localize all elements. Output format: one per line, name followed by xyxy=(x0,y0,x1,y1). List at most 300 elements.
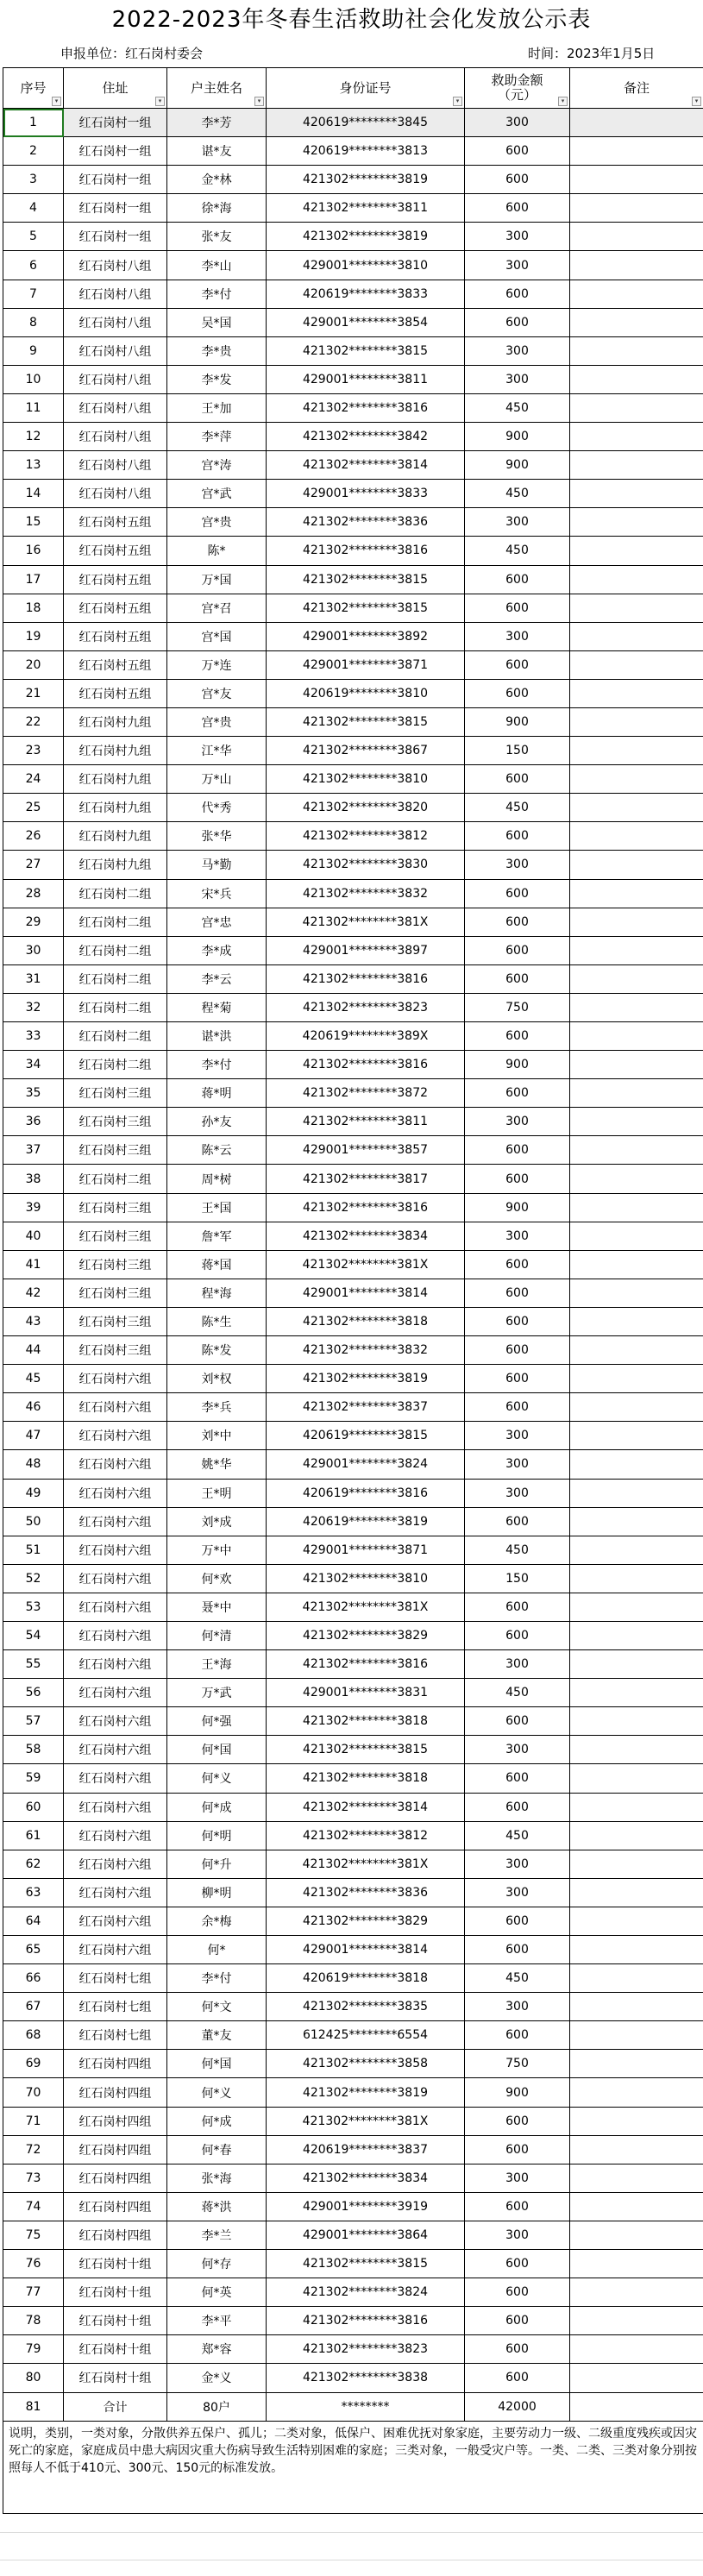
table-cell[interactable]: 李*云 xyxy=(167,964,267,993)
table-cell[interactable]: 68 xyxy=(3,2021,64,2050)
table-cell[interactable]: 450 xyxy=(465,480,570,508)
table-cell[interactable]: 何*强 xyxy=(167,1707,267,1736)
table-cell[interactable]: 421302********3819 xyxy=(267,2078,465,2107)
table-cell[interactable]: 421302********3834 xyxy=(267,2164,465,2192)
table-cell[interactable]: 29 xyxy=(3,908,64,936)
table-cell[interactable] xyxy=(570,109,703,137)
table-cell[interactable]: 万*连 xyxy=(167,650,267,679)
table-cell[interactable]: 王*国 xyxy=(167,1193,267,1222)
table-cell[interactable]: 300 xyxy=(465,1479,570,1507)
table-cell[interactable]: 600 xyxy=(465,565,570,594)
table-cell[interactable] xyxy=(570,280,703,308)
table-cell[interactable] xyxy=(570,2221,703,2249)
table-cell[interactable]: 红石岗村九组 xyxy=(64,794,167,822)
table-cell[interactable]: 万*武 xyxy=(167,1679,267,1707)
table-cell[interactable]: 红石岗村四组 xyxy=(64,2135,167,2164)
table-cell[interactable]: 300 xyxy=(465,508,570,537)
table-cell[interactable] xyxy=(570,1821,703,1850)
table-cell[interactable]: 421302********3836 xyxy=(267,1878,465,1907)
table-cell[interactable]: 6 xyxy=(3,251,64,280)
table-cell[interactable]: 红石岗村六组 xyxy=(64,1936,167,1964)
table-cell[interactable]: 红石岗村六组 xyxy=(64,1422,167,1450)
table-cell[interactable]: 600 xyxy=(465,1593,570,1621)
table-cell[interactable] xyxy=(570,1707,703,1736)
filter-dropdown-icon[interactable]: ▾ xyxy=(692,97,701,106)
table-cell[interactable]: 25 xyxy=(3,794,64,822)
table-cell[interactable]: 750 xyxy=(465,2050,570,2078)
table-cell[interactable]: 红石岗村六组 xyxy=(64,1393,167,1422)
table-cell[interactable]: 红石岗村六组 xyxy=(64,1564,167,1593)
table-cell[interactable]: 600 xyxy=(465,1707,570,1736)
filter-dropdown-icon[interactable]: ▾ xyxy=(453,97,462,106)
table-cell[interactable]: 红石岗村二组 xyxy=(64,1051,167,1079)
table-cell[interactable]: 31 xyxy=(3,964,64,993)
table-cell[interactable] xyxy=(570,1450,703,1479)
table-cell[interactable]: 421302********3818 xyxy=(267,1707,465,1736)
table-cell[interactable]: 450 xyxy=(465,1679,570,1707)
table-cell[interactable]: 宫*贵 xyxy=(167,508,267,537)
table-cell[interactable]: 421302********3872 xyxy=(267,1079,465,1108)
table-cell[interactable]: 150 xyxy=(465,1564,570,1593)
table-cell[interactable]: 600 xyxy=(465,822,570,851)
table-cell[interactable]: 万*山 xyxy=(167,765,267,794)
table-cell[interactable]: 58 xyxy=(3,1736,64,1764)
table-cell[interactable]: 600 xyxy=(465,1907,570,1935)
table-cell[interactable] xyxy=(570,594,703,622)
table-cell[interactable]: 何*国 xyxy=(167,2050,267,2078)
table-cell[interactable]: 红石岗村六组 xyxy=(64,1479,167,1507)
table-cell[interactable]: 450 xyxy=(465,1536,570,1564)
table-cell[interactable] xyxy=(570,936,703,964)
table-cell[interactable]: 52 xyxy=(3,1564,64,1593)
table-cell[interactable] xyxy=(570,2021,703,2050)
table-cell[interactable]: 150 xyxy=(465,737,570,765)
table-cell[interactable]: 63 xyxy=(3,1878,64,1907)
table-cell[interactable]: 421302********3815 xyxy=(267,707,465,736)
table-cell[interactable]: 39 xyxy=(3,1193,64,1222)
table-cell[interactable]: 何*成 xyxy=(167,1793,267,1821)
table-cell[interactable]: 421302********3819 xyxy=(267,1365,465,1393)
table-cell[interactable]: 65 xyxy=(3,1936,64,1964)
table-cell[interactable]: 红石岗村四组 xyxy=(64,2221,167,2249)
table-cell[interactable]: 421302********3816 xyxy=(267,1193,465,1222)
table-cell[interactable]: 49 xyxy=(3,1479,64,1507)
table-cell[interactable]: 79 xyxy=(3,2335,64,2364)
table-cell[interactable]: 万*中 xyxy=(167,1536,267,1564)
table-cell[interactable]: 77 xyxy=(3,2278,64,2307)
table-cell[interactable]: 421302********3838 xyxy=(267,2364,465,2392)
filter-dropdown-icon[interactable]: ▾ xyxy=(558,97,568,106)
table-cell[interactable]: 17 xyxy=(3,565,64,594)
table-cell[interactable]: 75 xyxy=(3,2221,64,2249)
table-cell[interactable]: 600 xyxy=(465,1165,570,1193)
table-cell[interactable]: 421302********3835 xyxy=(267,1993,465,2021)
table-cell[interactable]: 429001********3897 xyxy=(267,936,465,964)
table-cell[interactable] xyxy=(570,565,703,594)
table-cell[interactable]: 红石岗村六组 xyxy=(64,1679,167,1707)
table-cell[interactable]: 28 xyxy=(3,879,64,908)
table-cell[interactable]: 300 xyxy=(465,223,570,251)
table-cell[interactable]: 红石岗村九组 xyxy=(64,765,167,794)
table-cell[interactable]: 红石岗村六组 xyxy=(64,1365,167,1393)
table-cell[interactable]: 红石岗村八组 xyxy=(64,308,167,336)
table-cell[interactable]: 300 xyxy=(465,1422,570,1450)
table-cell[interactable]: 周*树 xyxy=(167,1165,267,1193)
header-amount[interactable]: 救助金额 （元） ▾ xyxy=(465,68,570,109)
table-cell[interactable]: 红石岗村六组 xyxy=(64,1650,167,1679)
table-cell[interactable] xyxy=(570,365,703,393)
table-cell[interactable]: 3 xyxy=(3,166,64,194)
table-cell[interactable] xyxy=(570,2078,703,2107)
table-cell[interactable]: 何*成 xyxy=(167,2107,267,2135)
table-cell[interactable]: 421302********3814 xyxy=(267,451,465,480)
table-cell[interactable] xyxy=(570,822,703,851)
table-cell[interactable] xyxy=(570,1850,703,1878)
table-cell[interactable]: 600 xyxy=(465,2278,570,2307)
table-cell[interactable]: 300 xyxy=(465,1736,570,1764)
table-cell[interactable] xyxy=(570,480,703,508)
table-cell[interactable]: 26 xyxy=(3,822,64,851)
note-text[interactable]: 说明，类别，一类对象，分散供养五保户、孤儿；二类对象，低保户、困难优抚对象家庭，主要劳动力一级、二级重度残疾或因灾死亡的家庭，家庭成员中患大病因灾重大伤病导致生活特别困难的家庭；三类对象，一般受灾户等。一类、二类、三类对象分别按照每人不低于410元、300元、150元的标准发放。 xyxy=(3,2421,703,2513)
table-cell[interactable]: 421302********381X xyxy=(267,1593,465,1621)
table-cell[interactable]: 红石岗村八组 xyxy=(64,365,167,393)
table-cell[interactable] xyxy=(570,2392,703,2421)
table-cell[interactable]: 红石岗村六组 xyxy=(64,1878,167,1907)
table-cell[interactable]: 宫*武 xyxy=(167,480,267,508)
table-cell[interactable]: 612425********6554 xyxy=(267,2021,465,2050)
table-cell[interactable] xyxy=(570,537,703,565)
table-cell[interactable]: 蒋*国 xyxy=(167,1250,267,1279)
table-cell[interactable] xyxy=(570,1536,703,1564)
table-cell[interactable]: 81 xyxy=(3,2392,64,2421)
table-cell[interactable]: 张*海 xyxy=(167,2164,267,2192)
table-cell[interactable]: 421302********3819 xyxy=(267,166,465,194)
table-cell[interactable]: 429001********3871 xyxy=(267,650,465,679)
table-cell[interactable]: 红石岗村七组 xyxy=(64,1993,167,2021)
table-cell[interactable]: 421302********3815 xyxy=(267,1736,465,1764)
table-cell[interactable]: 24 xyxy=(3,765,64,794)
table-cell[interactable]: 300 xyxy=(465,622,570,650)
table-cell[interactable]: 429001********3810 xyxy=(267,251,465,280)
table-cell[interactable]: 张*友 xyxy=(167,223,267,251)
table-cell[interactable]: 红石岗村四组 xyxy=(64,2107,167,2135)
table-cell[interactable]: 421302********3823 xyxy=(267,993,465,1021)
table-cell[interactable]: 429001********3854 xyxy=(267,308,465,336)
table-cell[interactable] xyxy=(570,707,703,736)
table-cell[interactable]: 450 xyxy=(465,537,570,565)
table-cell[interactable]: 李*平 xyxy=(167,2307,267,2335)
table-cell[interactable] xyxy=(570,1964,703,1993)
table-cell[interactable]: 600 xyxy=(465,879,570,908)
table-cell[interactable] xyxy=(570,393,703,422)
table-cell[interactable]: 何*义 xyxy=(167,2078,267,2107)
table-cell[interactable]: 何*国 xyxy=(167,1736,267,1764)
table-cell[interactable]: 宫*涛 xyxy=(167,451,267,480)
table-cell[interactable] xyxy=(570,794,703,822)
table-cell[interactable]: 董*友 xyxy=(167,2021,267,2050)
table-cell[interactable]: 红石岗村六组 xyxy=(64,1793,167,1821)
table-cell[interactable]: 红石岗村三组 xyxy=(64,1193,167,1222)
table-cell[interactable]: 红石岗村八组 xyxy=(64,423,167,451)
table-cell[interactable]: 合计 xyxy=(64,2392,167,2421)
table-cell[interactable]: 李*付 xyxy=(167,1051,267,1079)
table-cell[interactable]: 750 xyxy=(465,993,570,1021)
table-cell[interactable]: 69 xyxy=(3,2050,64,2078)
table-cell[interactable]: 詹*军 xyxy=(167,1222,267,1250)
table-cell[interactable] xyxy=(570,1051,703,1079)
table-cell[interactable] xyxy=(570,1279,703,1307)
table-cell[interactable]: 22 xyxy=(3,707,64,736)
table-cell[interactable]: 红石岗村五组 xyxy=(64,594,167,622)
table-cell[interactable]: 38 xyxy=(3,1165,64,1193)
table-cell[interactable]: 600 xyxy=(465,2307,570,2335)
header-remark[interactable]: 备注 ▾ xyxy=(570,68,703,109)
table-cell[interactable]: 421302********3829 xyxy=(267,1907,465,1935)
table-cell[interactable]: 红石岗村二组 xyxy=(64,993,167,1021)
table-cell[interactable]: 429001********3919 xyxy=(267,2192,465,2221)
table-cell[interactable]: 何*升 xyxy=(167,1850,267,1878)
table-cell[interactable]: 宫*忠 xyxy=(167,908,267,936)
table-cell[interactable]: 600 xyxy=(465,765,570,794)
table-cell[interactable]: 80 xyxy=(3,2364,64,2392)
table-cell[interactable] xyxy=(570,1307,703,1335)
table-cell[interactable]: 42000 xyxy=(465,2392,570,2421)
table-cell[interactable]: 何*欢 xyxy=(167,1564,267,1593)
table-cell[interactable] xyxy=(570,2192,703,2221)
table-cell[interactable]: 421302********3818 xyxy=(267,1764,465,1793)
table-cell[interactable]: 600 xyxy=(465,1507,570,1536)
table-cell[interactable] xyxy=(570,2050,703,2078)
table-cell[interactable]: 421302********3819 xyxy=(267,223,465,251)
table-cell[interactable]: 429001********3833 xyxy=(267,480,465,508)
table-cell[interactable]: 红石岗村九组 xyxy=(64,707,167,736)
table-cell[interactable]: 20 xyxy=(3,650,64,679)
table-cell[interactable]: 421302********3834 xyxy=(267,1222,465,1250)
table-cell[interactable]: 宫*召 xyxy=(167,594,267,622)
filter-dropdown-icon[interactable]: ▾ xyxy=(254,97,264,106)
table-cell[interactable]: 陈*生 xyxy=(167,1307,267,1335)
table-cell[interactable]: 421302********3815 xyxy=(267,2250,465,2278)
table-cell[interactable]: 300 xyxy=(465,1650,570,1679)
header-householder[interactable]: 户主姓名 ▾ xyxy=(167,68,267,109)
table-cell[interactable]: 红石岗村五组 xyxy=(64,650,167,679)
table-cell[interactable]: 王*加 xyxy=(167,393,267,422)
table-cell[interactable]: 红石岗村十组 xyxy=(64,2278,167,2307)
table-cell[interactable]: 红石岗村五组 xyxy=(64,679,167,707)
table-cell[interactable]: 红石岗村八组 xyxy=(64,393,167,422)
table-cell[interactable] xyxy=(570,1878,703,1907)
table-cell[interactable]: 421302********3811 xyxy=(267,1108,465,1136)
table-cell[interactable] xyxy=(570,908,703,936)
table-cell[interactable]: 300 xyxy=(465,1993,570,2021)
table-cell[interactable]: 红石岗村三组 xyxy=(64,1336,167,1365)
table-cell[interactable]: 76 xyxy=(3,2250,64,2278)
table-cell[interactable]: 谌*洪 xyxy=(167,1022,267,1051)
table-cell[interactable]: 代*秀 xyxy=(167,794,267,822)
table-cell[interactable]: 421302********3815 xyxy=(267,336,465,365)
table-cell[interactable]: 红石岗村八组 xyxy=(64,251,167,280)
table-cell[interactable]: 600 xyxy=(465,1279,570,1307)
table-cell[interactable]: 何*春 xyxy=(167,2135,267,2164)
table-cell[interactable]: 421302********381X xyxy=(267,908,465,936)
table-cell[interactable]: 红石岗村五组 xyxy=(64,565,167,594)
table-cell[interactable]: 600 xyxy=(465,679,570,707)
table-cell[interactable] xyxy=(570,1679,703,1707)
table-cell[interactable]: 600 xyxy=(465,1365,570,1393)
table-cell[interactable]: 18 xyxy=(3,594,64,622)
table-cell[interactable]: 红石岗村二组 xyxy=(64,964,167,993)
table-cell[interactable]: 45 xyxy=(3,1365,64,1393)
table-cell[interactable]: 金*林 xyxy=(167,166,267,194)
table-cell[interactable]: 4 xyxy=(3,194,64,223)
table-cell[interactable] xyxy=(570,1593,703,1621)
table-cell[interactable]: 420619********3816 xyxy=(267,1479,465,1507)
table-cell[interactable]: 刘*成 xyxy=(167,1507,267,1536)
table-cell[interactable]: 900 xyxy=(465,707,570,736)
table-cell[interactable]: 78 xyxy=(3,2307,64,2335)
table-cell[interactable]: 红石岗村一组 xyxy=(64,137,167,166)
table-cell[interactable]: 64 xyxy=(3,1907,64,1935)
table-cell[interactable]: 宫*贵 xyxy=(167,707,267,736)
table-cell[interactable] xyxy=(570,1764,703,1793)
table-cell[interactable]: 421302********3836 xyxy=(267,508,465,537)
table-cell[interactable]: 刘*权 xyxy=(167,1365,267,1393)
table-cell[interactable]: 450 xyxy=(465,794,570,822)
table-cell[interactable]: 421302********3817 xyxy=(267,1165,465,1193)
table-cell[interactable]: 12 xyxy=(3,423,64,451)
table-cell[interactable]: 陈* xyxy=(167,537,267,565)
table-cell[interactable]: 红石岗村六组 xyxy=(64,1850,167,1878)
table-cell[interactable]: 600 xyxy=(465,1936,570,1964)
table-cell[interactable]: 马*勤 xyxy=(167,851,267,879)
table-cell[interactable]: 红石岗村三组 xyxy=(64,1222,167,1250)
table-cell[interactable]: 41 xyxy=(3,1250,64,1279)
table-cell[interactable]: 51 xyxy=(3,1536,64,1564)
table-cell[interactable]: 46 xyxy=(3,1393,64,1422)
table-cell[interactable]: 吴*国 xyxy=(167,308,267,336)
table-cell[interactable]: 李*兰 xyxy=(167,2221,267,2249)
table-cell[interactable]: 何*义 xyxy=(167,1764,267,1793)
table-cell[interactable] xyxy=(570,1793,703,1821)
table-cell[interactable]: 420619********3818 xyxy=(267,1964,465,1993)
table-cell[interactable]: 蒋*洪 xyxy=(167,2192,267,2221)
table-cell[interactable]: 74 xyxy=(3,2192,64,2221)
table-cell[interactable]: 421302********3816 xyxy=(267,1051,465,1079)
table-cell[interactable]: 万*国 xyxy=(167,565,267,594)
table-cell[interactable] xyxy=(570,251,703,280)
table-cell[interactable]: 红石岗村九组 xyxy=(64,737,167,765)
table-cell[interactable]: 红石岗村六组 xyxy=(64,1821,167,1850)
table-cell[interactable]: 徐*海 xyxy=(167,194,267,223)
table-cell[interactable] xyxy=(570,1479,703,1507)
table-cell[interactable]: 429001********3864 xyxy=(267,2221,465,2249)
table-cell[interactable]: 27 xyxy=(3,851,64,879)
table-cell[interactable]: 600 xyxy=(465,1079,570,1108)
table-cell[interactable] xyxy=(570,223,703,251)
table-cell[interactable]: 红石岗村一组 xyxy=(64,166,167,194)
table-cell[interactable]: 450 xyxy=(465,393,570,422)
table-cell[interactable]: 红石岗村九组 xyxy=(64,851,167,879)
table-cell[interactable]: 红石岗村二组 xyxy=(64,936,167,964)
table-cell[interactable]: 300 xyxy=(465,1850,570,1878)
table-cell[interactable]: 600 xyxy=(465,1393,570,1422)
table-cell[interactable]: 421302********3815 xyxy=(267,565,465,594)
table-cell[interactable]: 红石岗村十组 xyxy=(64,2364,167,2392)
table-cell[interactable]: 300 xyxy=(465,365,570,393)
table-cell[interactable]: 421302********3812 xyxy=(267,822,465,851)
table-cell[interactable]: 红石岗村八组 xyxy=(64,280,167,308)
table-cell[interactable]: 421302********3837 xyxy=(267,1393,465,1422)
table-cell[interactable]: 429001********3831 xyxy=(267,1679,465,1707)
table-cell[interactable]: 张*华 xyxy=(167,822,267,851)
table-cell[interactable]: 429001********3892 xyxy=(267,622,465,650)
table-cell[interactable] xyxy=(570,2135,703,2164)
table-cell[interactable]: 421302********3829 xyxy=(267,1621,465,1649)
table-cell[interactable]: 300 xyxy=(465,251,570,280)
table-cell[interactable]: 谌*友 xyxy=(167,137,267,166)
table-cell[interactable]: 何*明 xyxy=(167,1821,267,1850)
table-cell[interactable]: 421302********3858 xyxy=(267,2050,465,2078)
table-cell[interactable] xyxy=(570,1621,703,1649)
table-cell[interactable]: 600 xyxy=(465,2335,570,2364)
table-cell[interactable]: 宋*兵 xyxy=(167,879,267,908)
table-cell[interactable]: 54 xyxy=(3,1621,64,1649)
table-cell[interactable]: 34 xyxy=(3,1051,64,1079)
table-cell[interactable]: 900 xyxy=(465,423,570,451)
table-cell[interactable] xyxy=(570,1165,703,1193)
table-cell[interactable]: 33 xyxy=(3,1022,64,1051)
table-cell[interactable]: 57 xyxy=(3,1707,64,1736)
table-cell[interactable]: 红石岗村九组 xyxy=(64,822,167,851)
table-cell[interactable] xyxy=(570,1108,703,1136)
table-cell[interactable]: 600 xyxy=(465,964,570,993)
table-cell[interactable]: 李*发 xyxy=(167,365,267,393)
table-cell[interactable]: 红石岗村六组 xyxy=(64,1736,167,1764)
table-cell[interactable]: 429001********3814 xyxy=(267,1936,465,1964)
table-cell[interactable]: 红石岗村六组 xyxy=(64,1450,167,1479)
table-cell[interactable]: 421302********3816 xyxy=(267,1650,465,1679)
table-cell[interactable]: 421302********3811 xyxy=(267,194,465,223)
table-cell[interactable]: 蒋*明 xyxy=(167,1079,267,1108)
table-cell[interactable]: 红石岗村五组 xyxy=(64,537,167,565)
table-cell[interactable]: 600 xyxy=(465,137,570,166)
table-cell[interactable] xyxy=(570,308,703,336)
table-cell[interactable]: 48 xyxy=(3,1450,64,1479)
table-cell[interactable]: 600 xyxy=(465,1793,570,1821)
table-cell[interactable] xyxy=(570,1936,703,1964)
table-cell[interactable]: 程*菊 xyxy=(167,993,267,1021)
table-cell[interactable]: 300 xyxy=(465,1878,570,1907)
table-cell[interactable]: 600 xyxy=(465,1022,570,1051)
table-cell[interactable]: 421302********3823 xyxy=(267,2335,465,2364)
table-cell[interactable]: 李*付 xyxy=(167,280,267,308)
table-cell[interactable]: 江*华 xyxy=(167,737,267,765)
table-cell[interactable]: 红石岗村六组 xyxy=(64,1621,167,1649)
table-cell[interactable]: 王*海 xyxy=(167,1650,267,1679)
table-cell[interactable]: 600 xyxy=(465,2364,570,2392)
table-cell[interactable] xyxy=(570,2278,703,2307)
table-cell[interactable] xyxy=(570,765,703,794)
table-cell[interactable]: 421302********3816 xyxy=(267,2307,465,2335)
table-cell[interactable]: 450 xyxy=(465,1821,570,1850)
table-cell[interactable]: 8 xyxy=(3,308,64,336)
table-cell[interactable] xyxy=(570,679,703,707)
table-cell[interactable]: 金*义 xyxy=(167,2364,267,2392)
table-cell[interactable]: 300 xyxy=(465,1222,570,1250)
table-cell[interactable]: 300 xyxy=(465,109,570,137)
table-cell[interactable]: 何*清 xyxy=(167,1621,267,1649)
table-cell[interactable]: 红石岗村一组 xyxy=(64,194,167,223)
